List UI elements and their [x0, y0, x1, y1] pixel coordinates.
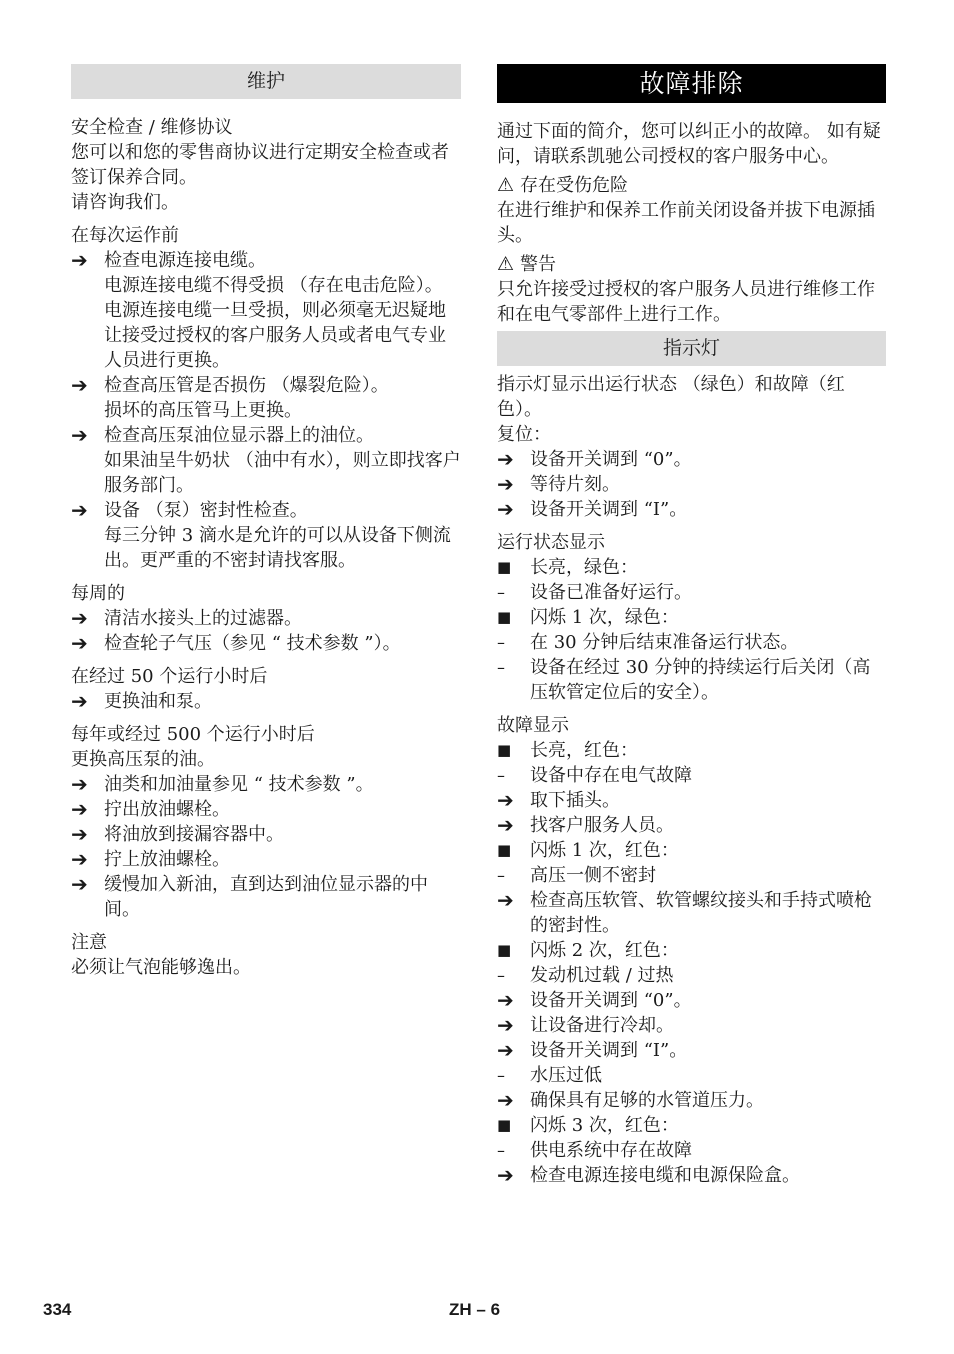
arrow-right-icon: ➔	[71, 423, 88, 447]
arrow-list-item	[497, 472, 886, 497]
paragraph: 每年或经过 500 个运行小时后	[71, 724, 315, 745]
maintenance-header: 维护	[71, 64, 461, 99]
arrow-list-item	[497, 1013, 886, 1038]
dash-list-item	[497, 763, 886, 788]
list-item-text: 设备开关调到 “I”。	[530, 1040, 688, 1061]
list-item-text: 确保具有足够的水管道压力。	[530, 1090, 764, 1111]
paragraph: 请咨询我们。	[71, 192, 179, 213]
list-item-text: 检查电源连接电缆。	[104, 250, 266, 271]
arrow-right-icon: ➔	[71, 498, 88, 522]
paragraph: 更换高压泵的油。	[71, 749, 215, 770]
paragraph: 注意	[71, 932, 107, 953]
paragraph: 您可以和您的零售商协议进行定期安全检查或者签订保养合同。	[71, 142, 449, 188]
arrow-right-icon: ➔	[497, 788, 514, 812]
arrow-list-item	[71, 822, 461, 847]
square-bullet-icon: ■	[497, 608, 512, 626]
arrow-list-item	[497, 813, 886, 838]
troubleshooting-body	[497, 119, 886, 1188]
list-item-text: 设备在经过 30 分钟的持续运行后关闭（高压软管定位后的安全）。	[530, 657, 871, 703]
arrow-right-icon: ➔	[497, 888, 514, 912]
arrow-right-icon: ➔	[71, 689, 88, 713]
section-page: – 6	[476, 1300, 501, 1319]
troubleshooting-header: 故障排除	[497, 64, 886, 103]
list-item-text: 闪烁 1 次，红色：	[530, 840, 679, 861]
arrow-right-icon: ➔	[71, 248, 88, 272]
arrow-list-item	[71, 631, 461, 656]
dash-bullet-icon: –	[497, 866, 505, 885]
arrow-right-icon: ➔	[497, 1038, 514, 1062]
sub-paragraph: 如果油呈牛奶状 （油中有水），则立即找客户服务部门。	[104, 450, 461, 496]
list-item-text: 设备已准备好运行。	[530, 582, 692, 603]
dash-list-item	[497, 863, 886, 888]
arrow-right-icon: ➔	[497, 1088, 514, 1112]
arrow-list-item	[71, 498, 461, 523]
sub-paragraph: 电源连接电缆不得受损 （存在电击危险）。 电源连接电缆一旦受损，则必须毫无迟疑地让接受过授权的客户服务人员或者电气专业人员进行更换。	[104, 275, 446, 371]
list-item-text: 油类和加油量参见 “ 技术参数 ”。	[104, 774, 374, 795]
dash-list-item	[497, 580, 886, 605]
list-item-text: 拧上放油螺栓。	[104, 849, 230, 870]
arrow-list-item	[71, 373, 461, 398]
arrow-list-item	[71, 423, 461, 448]
arrow-right-icon: ➔	[497, 472, 514, 496]
dash-list-item	[497, 1138, 886, 1163]
warning-label: 存在受伤危险	[520, 175, 629, 196]
paragraph: 指示灯显示出运行状态 （绿色）和故障（红色）。	[497, 374, 845, 420]
arrow-right-icon: ➔	[71, 373, 88, 397]
paragraph: 每周的	[71, 583, 125, 604]
list-item-text: 长亮，红色：	[530, 740, 638, 761]
arrow-list-item	[497, 1038, 886, 1063]
list-item-text: 设备开关调到 “0”。	[530, 990, 692, 1011]
arrow-list-item	[71, 689, 461, 714]
list-item-text: 将油放到接漏容器中。	[104, 824, 284, 845]
troubleshooting-column	[497, 64, 886, 1188]
square-bullet-icon: ■	[497, 741, 512, 759]
list-item-text: 清洁水接头上的过滤器。	[104, 608, 302, 629]
square-bullet-icon: ■	[497, 1116, 512, 1134]
section-code	[449, 1297, 500, 1322]
arrow-right-icon: ➔	[71, 822, 88, 846]
list-item-text: 发动机过载 / 过热	[530, 965, 674, 986]
list-item-text: 更换油和泵。	[104, 691, 212, 712]
square-bullet-icon: ■	[497, 558, 512, 576]
paragraph: 通过下面的简介，您可以纠正小的故障。 如有疑问，请联系凯驰公司授权的客户服务中心。	[497, 121, 881, 167]
warning-triangle-icon: ⚠	[497, 253, 515, 275]
arrow-list-item	[71, 772, 461, 797]
warning-line	[497, 173, 886, 198]
arrow-list-item	[497, 988, 886, 1013]
section-header: 指示灯	[497, 331, 886, 366]
arrow-list-item	[497, 447, 886, 472]
list-item-text: 高压一侧不密封	[530, 865, 656, 886]
list-item-text: 设备 （泵）密封性检查。	[104, 500, 308, 521]
list-item-text: 取下插头。	[530, 790, 620, 811]
dash-bullet-icon: –	[497, 966, 505, 985]
arrow-list-item	[497, 497, 886, 522]
square-list-item	[497, 605, 886, 630]
warning-label: 警告	[520, 254, 557, 275]
dash-bullet-icon: –	[497, 766, 505, 785]
arrow-right-icon: ➔	[497, 1013, 514, 1037]
paragraph: 故障显示	[497, 715, 569, 736]
section-label: ZH	[449, 1300, 472, 1319]
maintenance-body	[71, 115, 461, 980]
arrow-list-item	[71, 248, 461, 273]
dash-bullet-icon: –	[497, 658, 505, 677]
list-item-text: 在 30 分钟后结束准备运行状态。	[530, 632, 799, 653]
arrow-right-icon: ➔	[497, 447, 514, 471]
paragraph: 在进行维护和保养工作前关闭设备并拔下电源插头。	[497, 200, 875, 246]
paragraph: 在每次运作前	[71, 225, 179, 246]
arrow-right-icon: ➔	[71, 872, 88, 896]
dash-bullet-icon: –	[497, 583, 505, 602]
arrow-list-item	[497, 788, 886, 813]
sub-paragraph: 每三分钟 3 滴水是允许的可以从设备下侧流出。更严重的不密封请找客服。	[104, 525, 451, 571]
list-item-text: 拧出放油螺栓。	[104, 799, 230, 820]
list-item-text: 闪烁 1 次，绿色：	[530, 607, 679, 628]
dash-list-item	[497, 963, 886, 988]
square-list-item	[497, 838, 886, 863]
list-item-text: 检查电源连接电缆和电源保险盒。	[530, 1165, 800, 1186]
list-item-text: 检查高压管是否损伤 （爆裂危险）。	[104, 375, 389, 396]
square-list-item	[497, 938, 886, 963]
paragraph: 在经过 50 个运行小时后	[71, 666, 268, 687]
warning-line	[497, 252, 886, 277]
list-item-text: 闪烁 2 次，红色：	[530, 940, 679, 961]
list-item-text: 闪烁 3 次，红色：	[530, 1115, 679, 1136]
square-list-item	[497, 555, 886, 580]
list-item-text: 检查高压泵油位显示器上的油位。	[104, 425, 374, 446]
list-item-text: 检查轮子气压（参见 “ 技术参数 ”）。	[104, 633, 401, 654]
paragraph: 必须让气泡能够逸出。	[71, 957, 251, 978]
arrow-right-icon: ➔	[71, 772, 88, 796]
list-item-text: 设备开关调到 “0”。	[530, 449, 692, 470]
sub-paragraph: 损坏的高压管马上更换。	[104, 400, 302, 421]
paragraph: 复位：	[497, 424, 551, 445]
list-item-text: 设备开关调到 “I”。	[530, 499, 688, 520]
arrow-right-icon: ➔	[497, 497, 514, 521]
dash-bullet-icon: –	[497, 1141, 505, 1160]
list-item-text: 检查高压软管、软管螺纹接头和手持式喷枪的密封性。	[530, 890, 872, 936]
page-number: 334	[43, 1300, 72, 1319]
paragraph: 安全检查 / 维修协议	[71, 117, 233, 138]
square-bullet-icon: ■	[497, 941, 512, 959]
list-item-text: 缓慢加入新油，直到达到油位显示器的中间。	[104, 874, 428, 920]
warning-triangle-icon: ⚠	[497, 174, 515, 196]
dash-bullet-icon: –	[497, 1066, 505, 1085]
paragraph: 只允许接受过授权的客户服务人员进行维修工作和在电气零部件上进行工作。	[497, 279, 875, 325]
list-item-text: 设备中存在电气故障	[530, 765, 692, 786]
arrow-list-item	[71, 847, 461, 872]
arrow-list-item	[497, 888, 886, 938]
paragraph: 运行状态显示	[497, 532, 605, 553]
arrow-list-item	[497, 1088, 886, 1113]
square-list-item	[497, 1113, 886, 1138]
arrow-right-icon: ➔	[71, 606, 88, 630]
arrow-right-icon: ➔	[497, 1163, 514, 1187]
square-bullet-icon: ■	[497, 841, 512, 859]
dash-list-item	[497, 630, 886, 655]
arrow-right-icon: ➔	[497, 988, 514, 1012]
list-item-text: 找客户服务人员。	[530, 815, 674, 836]
arrow-right-icon: ➔	[71, 797, 88, 821]
dash-bullet-icon: –	[497, 633, 505, 652]
arrow-list-item	[71, 797, 461, 822]
maintenance-column	[71, 64, 461, 980]
dash-list-item	[497, 655, 886, 705]
list-item-text: 等待片刻。	[530, 474, 620, 495]
list-item-text: 水压过低	[530, 1065, 602, 1086]
arrow-right-icon: ➔	[497, 813, 514, 837]
arrow-list-item	[497, 1163, 886, 1188]
arrow-right-icon: ➔	[71, 631, 88, 655]
arrow-list-item	[71, 606, 461, 631]
list-item-text: 长亮，绿色：	[530, 557, 638, 578]
arrow-right-icon: ➔	[71, 847, 88, 871]
square-list-item	[497, 738, 886, 763]
list-item-text: 让设备进行冷却。	[530, 1015, 674, 1036]
dash-list-item	[497, 1063, 886, 1088]
list-item-text: 供电系统中存在故障	[530, 1140, 692, 1161]
arrow-list-item	[71, 872, 461, 922]
